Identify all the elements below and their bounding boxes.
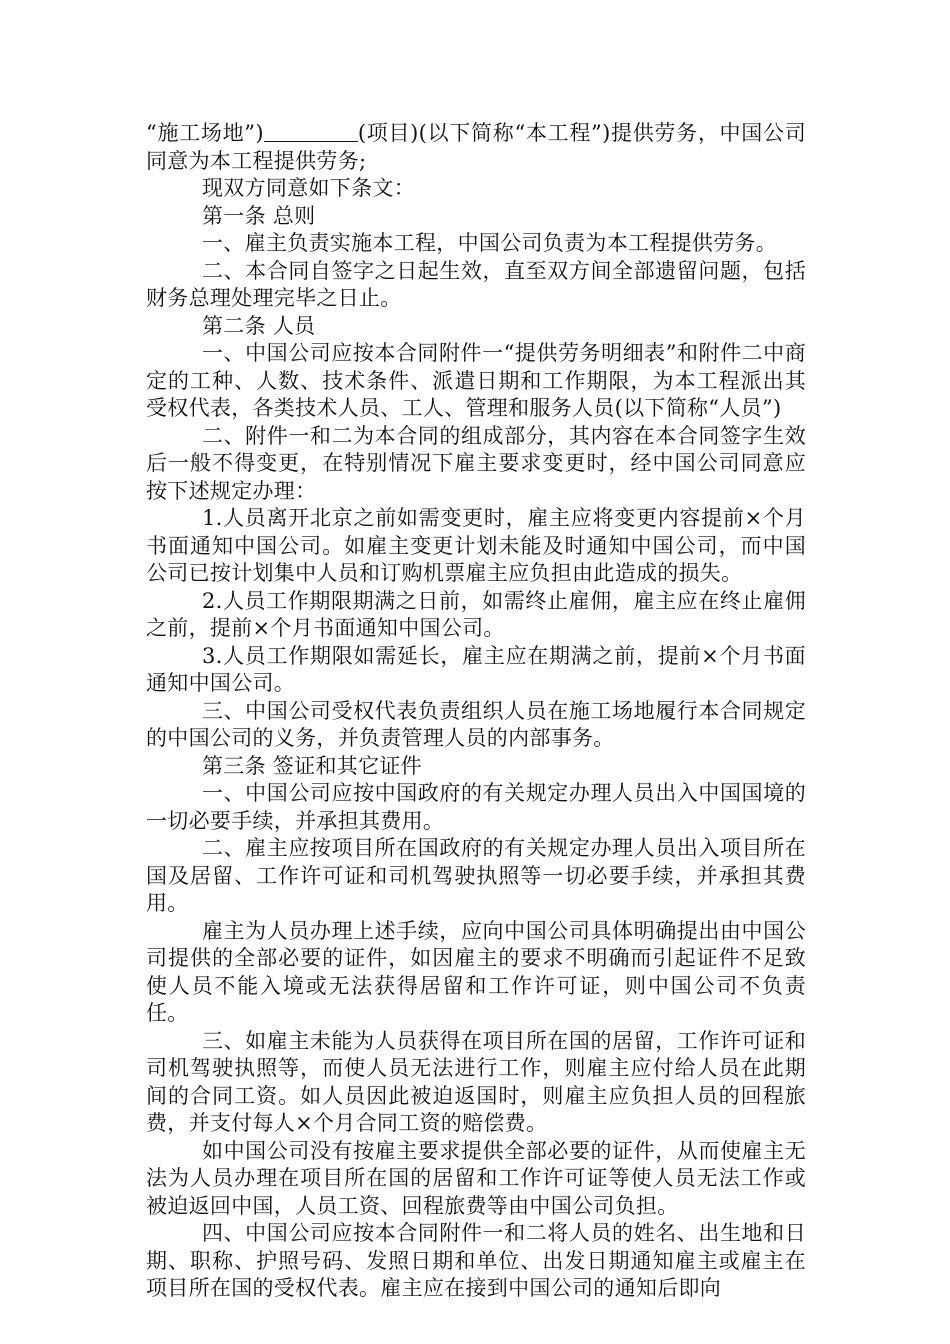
fill-in-blank <box>264 121 358 142</box>
paragraph-16: 三、如雇主未能为人员获得在项目所在国的居留，工作许可证和司机驾驶执照等，而使人员无法进行工作，则雇主应付给人员在此期间的合同工资。如人员因此被迫返国时，则雇主应负担人员的回程旅费，并支付每人×个月合同工资的赔偿费。 <box>146 1028 806 1135</box>
paragraph-10: 3.人员工作期限如需延长，雇主应在期满之前，提前×个月书面通知中国公司。 <box>146 643 806 695</box>
paragraph-0-start: “施工场地”) <box>146 121 264 145</box>
paragraph-6: 一、中国公司应按本合同附件一“提供劳务明细表”和附件二中商定的工种、人数、技术条件、派遣日期和工作期限，为本工程派出其受权代表，各类技术人员、工人、管理和服务人员(以下简称“人员”) <box>146 341 806 420</box>
paragraph-1: 现双方同意如下条文： <box>202 176 415 200</box>
article-2-heading: 第二条 人员 <box>202 313 316 338</box>
paragraph-3: 一、雇主负责实施本工程，中国公司负责为本工程提供劳务。 <box>202 231 778 255</box>
paragraph-15: 雇主为人员办理上述手续，应向中国公司具体明确提出由中国公司提供的全部必要的证件，如因雇主的要求不明确而引起证件不足致使人员不能入境或无法获得居留和工作许可证，则中国公司不负责任。 <box>146 918 806 1025</box>
paragraph-18: 四、中国公司应按本合同附件一和二将人员的姓名、出生地和日期、职称、护照号码、发照日期和单位、出发日期通知雇主或雇主在项目所在国的受权代表。雇主应在接到中国公司的通知后即向 <box>146 1221 806 1300</box>
paragraph-4: 二、本合同自签字之日起生效，直至双方间全部遗留问题，包括财务总理处理完毕之日止。 <box>146 258 806 310</box>
paragraph-7: 二、附件一和二为本合同的组成部分，其内容在本合同签字生效后一般不得变更，在特别情况下雇主要求变更时，经中国公司同意应按下述规定办理： <box>146 423 806 503</box>
paragraph-13: 一、中国公司应按中国政府的有关规定办理人员出入中国国境的一切必要手续，并承担其费用。 <box>146 781 806 833</box>
paragraph-14: 二、雇主应按项目所在国政府的有关规定办理人员出入项目所在国及居留、工作许可证和司机驾驶执照等一切必要手续，并承担其费用。 <box>146 836 806 915</box>
contract-body <box>146 120 806 1303</box>
paragraph-9: 2.人员工作期限期满之日前，如需终止雇佣，雇主应在终止雇佣之前，提前×个月书面通知中国公司。 <box>146 588 806 640</box>
article-1-heading: 第一条 总则 <box>202 203 316 228</box>
paragraph-17: 如中国公司没有按雇主要求提供全部必要的证件，从而使雇主无法为人员办理在项目所在国的居留和工作许可证等使人员无法工作或被迫返回中国，人员工资、回程旅费等由中国公司负担。 <box>146 1138 806 1218</box>
paragraph-0 <box>146 120 806 175</box>
paragraph-11: 三、中国公司受权代表负责组织人员在施工场地履行本合同规定的中国公司的义务，并负责管理人员的内部事务。 <box>146 698 806 750</box>
article-3-heading: 第三条 签证和其它证件 <box>202 753 422 778</box>
paragraph-0-end: (项目)(以下简称“本工程”)提供劳务，中国公司同意为本工程提供劳务; <box>146 121 806 173</box>
paragraph-8: 1.人员离开北京之前如需变更时，雇主应将变更内容提前×个月书面通知中国公司。如雇主变更计划未能及时通知中国公司，而中国公司已按计划集中人员和订购机票雇主应负担由此造成的损失。 <box>146 506 806 585</box>
